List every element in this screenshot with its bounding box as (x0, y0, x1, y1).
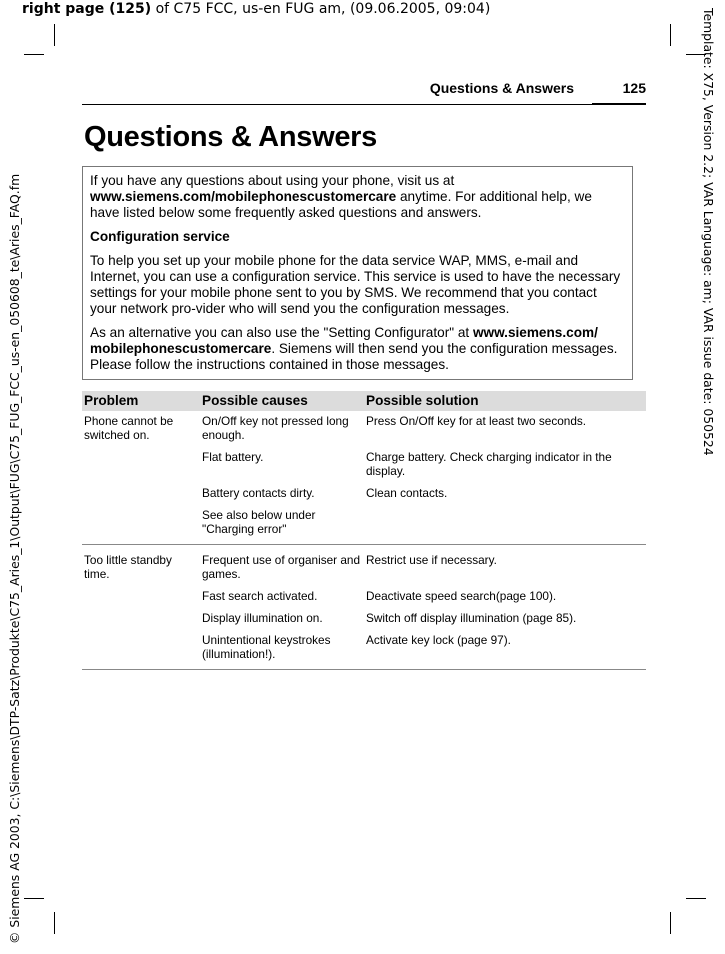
configurator-text: As an alternative you can also use the "Setting Configurator" at (90, 325, 473, 340)
section-heading (90, 229, 624, 245)
page-number: 125 (622, 80, 646, 96)
cause-cell: Display illumination on. (202, 611, 323, 625)
solution-cell: Charge battery. Check charging indicator in the display. (366, 450, 612, 478)
table-row (82, 545, 646, 587)
info-box (82, 166, 633, 380)
crop-mark (54, 24, 55, 46)
crop-mark (54, 912, 55, 934)
solution-cell: Deactivate speed search(page 100). (366, 589, 557, 603)
crop-mark (670, 24, 671, 46)
running-head (82, 80, 646, 100)
problem-cell: Phone cannot be switched on. (82, 411, 200, 545)
cause-cell: On/Off key not pressed long enough. (202, 414, 349, 442)
configurator-link[interactable]: www.siemens.com/ mobilephonescustomercare (90, 325, 598, 356)
template-margin-note: Template: X75, Version 2.2; VAR Language: am; VAR issue date: 050524 (701, 8, 716, 456)
page-title: Questions & Answers (84, 121, 377, 153)
problem-cell: Too little standby time. (82, 545, 200, 670)
configuration-paragraph: To help you set up your mobile phone for the data service WAP, MMS, e-mail and Internet, you can use a configuration service. This service is used to have the necessary settings for your mobile phone sent to you by SMS. We recommend that you contact your network pro-vider who will send you the configuration messages. (90, 253, 621, 316)
file-header-info: of C75 FCC, us-en FUG am, (09.06.2005, 09:04) (151, 1, 491, 17)
intro-paragraph (90, 173, 624, 221)
crop-mark (24, 898, 44, 899)
solution-cell (364, 505, 646, 545)
file-header (22, 0, 490, 18)
crop-mark (670, 912, 671, 934)
cause-cell: Unintentional keystrokes (illumination!). (200, 630, 364, 670)
cause-cell: Battery contacts dirty. (202, 486, 315, 500)
header-rule (82, 104, 646, 105)
cause-cell: See also below under "Charging error" (200, 505, 364, 545)
solution-cell: Press On/Off key for at least two seconds. (366, 414, 587, 428)
cause-cell: Fast search activated. (202, 589, 318, 603)
solution-cell: Activate key lock (page 97). (364, 630, 646, 670)
faq-table (82, 391, 646, 670)
running-head-title: Questions & Answers (429, 80, 574, 96)
intro-text: If you have any questions about using your phone, visit us at (90, 173, 455, 188)
cause-cell: Flat battery. (202, 450, 264, 464)
customer-care-link[interactable]: www.siemens.com/mobilephonescustomercare (90, 189, 397, 204)
configurator-paragraph (90, 325, 624, 373)
file-header-label: right page (125) (22, 1, 152, 17)
intro-text: anytime. For additional help, we have listed below some frequently asked questions and answers. (90, 189, 592, 220)
configurator-text: . Siemens will then send you the configuration messages. Please follow the instructions contained in those messages. (90, 341, 618, 372)
header-causes: Possible causes (200, 391, 364, 411)
solution-cell: Restrict use if necessary. (366, 553, 497, 567)
solution-cell: Switch off display illumination (page 85). (366, 611, 577, 625)
header-problem: Problem (82, 391, 200, 411)
copyright-margin-note: © Siemens AG 2003, C:\Siemens\DTP-Satz\Produkte\C75_Aries_1\Output\FUG\C75_FUG_FCC_us-en_050608_te\Aries_FAQ.fm (7, 173, 22, 944)
solution-cell: Clean contacts. (366, 486, 448, 500)
crop-mark (686, 898, 706, 899)
table-header-row (82, 391, 646, 411)
crop-mark (24, 54, 44, 55)
cause-cell: Frequent use of organiser and games. (202, 553, 361, 581)
page-number-rule (592, 103, 646, 105)
table-row (82, 411, 646, 447)
configuration-heading: Configuration service (90, 229, 230, 244)
header-solution: Possible solution (364, 391, 646, 411)
